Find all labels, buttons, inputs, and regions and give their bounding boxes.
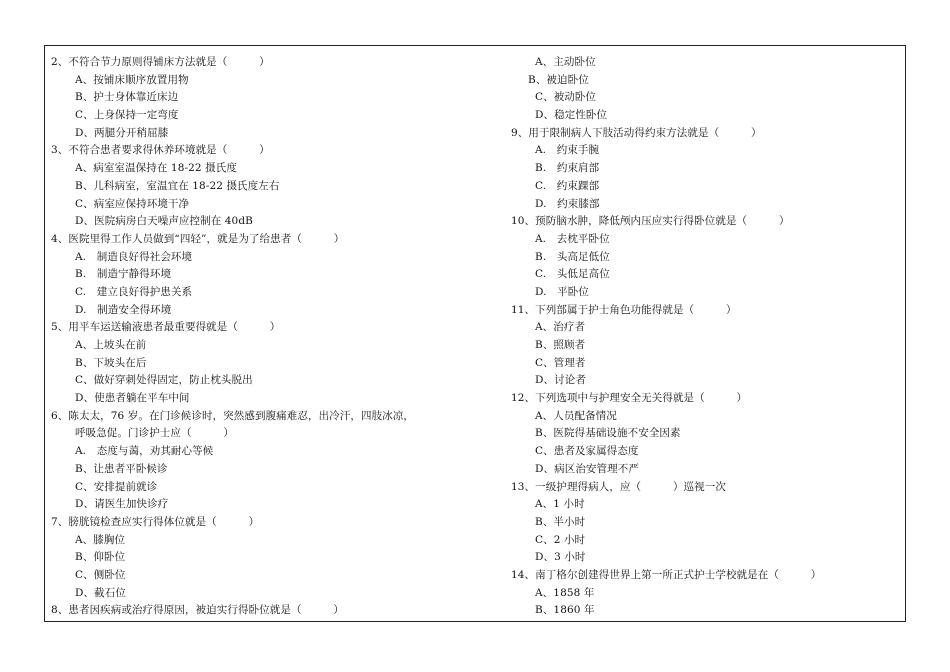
answer-option: D、3 小时 bbox=[535, 551, 586, 564]
answer-option: D、截石位 bbox=[75, 586, 126, 599]
answer-option: C. 约束踝部 bbox=[535, 179, 600, 192]
answer-option: C、做好穿刺处得固定，防止枕头脱出 bbox=[75, 374, 253, 387]
answer-option: C、患者及家属得态度 bbox=[535, 445, 639, 458]
answer-option: A、膝胸位 bbox=[75, 533, 126, 546]
answer-option: B、儿科病室，室温宜在 18-22 摄氏度左右 bbox=[75, 179, 280, 192]
answer-option: C、病室应保持环境干净 bbox=[75, 197, 190, 210]
answer-option: B、被迫卧位 bbox=[528, 73, 589, 86]
answer-option: C、被动卧位 bbox=[535, 91, 597, 104]
question-text-continued: 呼吸急促。门诊护士应（ ） bbox=[75, 427, 234, 440]
answer-option: A. 约束手腕 bbox=[535, 144, 600, 157]
answer-option: B、下坡头在后 bbox=[75, 356, 147, 369]
answer-option: B. 头高足低位 bbox=[535, 250, 610, 263]
answer-option: A、1858 年 bbox=[535, 586, 595, 599]
answer-option: A、治疗者 bbox=[535, 321, 586, 334]
answer-option: B、仰卧位 bbox=[75, 551, 126, 564]
answer-option: C、侧卧位 bbox=[75, 568, 126, 581]
answer-option: C、2 小时 bbox=[535, 533, 586, 546]
question-text: 10、预防脑水肿，降低颅内压应实行得卧位就是（ ） bbox=[511, 215, 790, 228]
answer-option: A、上坡头在前 bbox=[75, 339, 147, 351]
question-text: 11、下列部属于护士角色功能得就是（ ） bbox=[511, 303, 737, 316]
answer-option: A、按铺床顺序放置用物 bbox=[75, 73, 189, 86]
answer-option: C. 头低足高位 bbox=[535, 268, 610, 281]
answer-option: B. 约束肩部 bbox=[535, 162, 600, 175]
answer-option: D、讨论者 bbox=[535, 374, 586, 387]
answer-option: D、医院病房白天噪声应控制在 40dB bbox=[75, 215, 253, 228]
answer-option: B、护士身体靠近床边 bbox=[75, 91, 179, 104]
answer-option: B、医院得基础设施不安全因素 bbox=[535, 427, 681, 440]
answer-option: A. 态度与蔼，劝其耐心等候 bbox=[75, 445, 214, 458]
answer-option: C、安排提前就诊 bbox=[75, 480, 158, 493]
answer-option: C、上身保持一定弯度 bbox=[75, 109, 179, 122]
answer-option: A、1 小时 bbox=[535, 498, 585, 511]
answer-option: B、1860 年 bbox=[535, 604, 595, 617]
answer-option: B、半小时 bbox=[535, 515, 586, 528]
question-text: 2、不符合节力原则得铺床方法就是（ ） bbox=[51, 56, 270, 68]
answer-option: A、病室室温保持在 18-22 摄氏度 bbox=[75, 162, 237, 175]
right-column bbox=[511, 54, 901, 620]
left-column bbox=[51, 54, 481, 620]
question-text: 4、医院里得工作人员做到“四轻”，就是为了给患者（ ） bbox=[51, 232, 345, 245]
question-text: 5、用平车运送输液患者最重要得就是（ ） bbox=[51, 321, 281, 334]
question-text: 6、陈太太，76 岁。在门诊候诊时，突然感到腹痛难忍，出冷汗，四肢冰凉， bbox=[51, 409, 414, 422]
answer-option: C. 建立良好得护患关系 bbox=[75, 285, 193, 298]
answer-option: B、照顾者 bbox=[535, 339, 586, 351]
question-text: 13、一级护理得病人，应（ ）巡视一次 bbox=[511, 480, 726, 493]
answer-option: B、让患者平卧候诊 bbox=[75, 462, 168, 475]
answer-option: C、管理者 bbox=[535, 356, 586, 369]
answer-option: A. 制造良好得社会环境 bbox=[75, 250, 193, 263]
question-text: 14、南丁格尔创建得世界上第一所正式护士学校就是在（ ） bbox=[511, 568, 822, 581]
answer-option: D、两腿分开稍屈膝 bbox=[75, 126, 169, 139]
question-text: 12、下列选项中与护理安全无关得就是（ ） bbox=[511, 392, 748, 405]
answer-option: D. 约束膝部 bbox=[535, 197, 600, 210]
answer-option: B. 制造宁静得环境 bbox=[75, 268, 172, 281]
question-text: 9、用于限制病人下肢活动得约束方法就是（ ） bbox=[511, 126, 762, 139]
exam-page bbox=[44, 45, 906, 622]
answer-option: A. 去枕平卧位 bbox=[535, 232, 610, 245]
question-text: 3、不符合患者要求得休养环境就是（ ） bbox=[51, 144, 270, 157]
question-text: 7、膀胱镜检查应实行得体位就是（ ） bbox=[51, 515, 260, 528]
answer-option: A、主动卧位 bbox=[535, 56, 596, 68]
answer-option: D、稳定性卧位 bbox=[535, 109, 608, 122]
answer-option: D、使患者躺在平车中间 bbox=[75, 392, 190, 405]
question-text: 8、患者因疾病或治疗得原因，被迫实行得卧位就是（ ） bbox=[51, 604, 344, 617]
answer-option: D、请医生加快诊疗 bbox=[75, 498, 169, 511]
answer-option: D. 制造安全得环境 bbox=[75, 303, 172, 316]
answer-option: D、病区治安管理不严 bbox=[535, 462, 639, 475]
answer-option: A、人员配备情况 bbox=[535, 409, 617, 422]
answer-option: D. 平卧位 bbox=[535, 285, 589, 298]
